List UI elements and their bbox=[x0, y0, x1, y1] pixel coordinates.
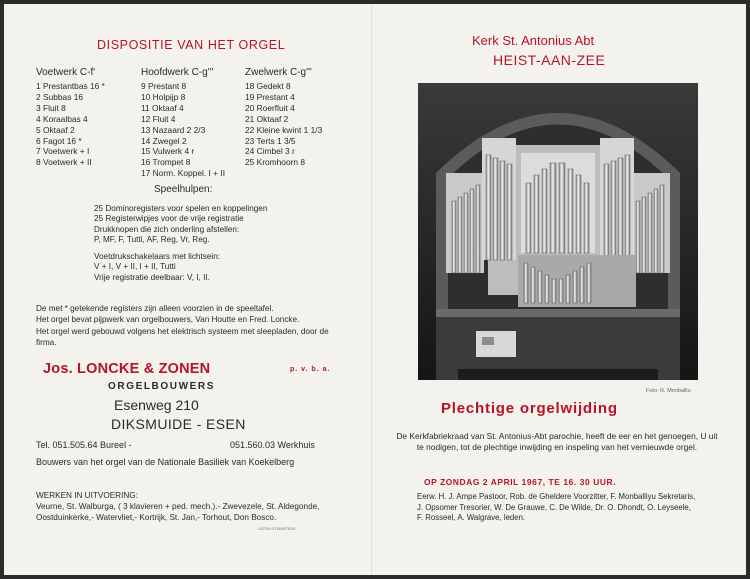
committee-name: W. De Grauwe, bbox=[494, 502, 548, 512]
register-item: 1 Prestantbas 16 * bbox=[36, 81, 105, 91]
register-item: 21 Oktaaf 2 bbox=[245, 113, 289, 124]
committee-name: Dr. O. Dhondt, bbox=[595, 502, 645, 512]
register-item: 9 Prestant 8 bbox=[141, 81, 187, 91]
speelhulp-line: Drukknopen die zich onderling afstellen: bbox=[94, 224, 240, 234]
werken-line: Veurne, St. Walburga, ( 3 klavieren + ped. mech.).- Zwevezele, St. Aldegonde, bbox=[36, 502, 320, 511]
town-name: HEIST-AAN-ZEE bbox=[493, 52, 606, 68]
hoofdwerk-heading: Hoofdwerk C-g''' bbox=[141, 67, 214, 78]
note: Het orgel bevat pijpwerk van orgelbouwers, Van Houtte en Fred. Loncke. bbox=[36, 315, 300, 325]
register-item: 14 Zwegel 2 bbox=[141, 135, 187, 146]
speelhulp-line: 25 Registerwipjes voor de vrije registratie bbox=[94, 214, 244, 224]
speelhulpen-heading: Speelhulpen: bbox=[154, 184, 213, 195]
event-date: OP ZONDAG 2 APRIL 1967, TE 16. 30 UUR. bbox=[424, 477, 617, 487]
committee-name: O. Leyseele, bbox=[647, 502, 691, 512]
note: Het orgel werd gebouwd volgens het elektrisch systeem met sleepladen, door de firma. bbox=[36, 327, 329, 347]
register-item: 6 Fagot 16 * bbox=[36, 135, 82, 146]
voetwerk-heading: Voetwerk C-f' bbox=[36, 67, 96, 78]
committee-name: Eerw. H. J. Ampe Pastoor, bbox=[417, 492, 508, 501]
speelhulpen-block bbox=[94, 204, 267, 245]
committee-name: Rob. de Gheldere Voorzitter, bbox=[509, 492, 609, 501]
photo-credit: Foto: R. Monballiu bbox=[646, 388, 691, 394]
register-item: 5 Oktaaf 2 bbox=[36, 124, 75, 135]
werken-line: Oostduinkerke,- Watervliet,- Kortrijk, St. Jan,- Torhout, Don Bosco. bbox=[36, 512, 277, 522]
church-name: Kerk St. Antonius Abt bbox=[472, 33, 595, 48]
register-item: 2 Subbas 16 bbox=[36, 91, 84, 102]
note: De met * getekende registers zijn alleen voorzien in de speeltafel. bbox=[36, 304, 274, 313]
tel-office: Tel. 051.505.64 Bureel - bbox=[36, 440, 132, 450]
hoofdwerk-column bbox=[141, 66, 225, 179]
register-item: 16 Trompet 8 bbox=[141, 157, 191, 168]
register-item: 19 Prestant 4 bbox=[245, 91, 295, 102]
register-item: 15 Vulwerk 4 r bbox=[141, 146, 195, 157]
committee-name: J. Opsomer Tresorier, bbox=[417, 502, 492, 512]
zwelwerk-heading: Zwelwerk C-g''' bbox=[245, 67, 312, 78]
voetwerk-column bbox=[36, 66, 105, 168]
firm-name: Jos. LONCKE & ZONEN bbox=[43, 361, 211, 377]
register-item: 8 Voetwerk + II bbox=[36, 157, 92, 168]
speelhulp-line: V + I, V + II, I + II, Tutti bbox=[94, 262, 176, 272]
firm-city: DIKSMUIDE - ESEN bbox=[111, 416, 246, 432]
register-item: 13 Nazaard 2 2/3 bbox=[141, 124, 206, 135]
speelhulp-line: Voetdrukschakelaars met lichtsein: bbox=[94, 252, 221, 261]
committee-name: A. Walgrave, leden. bbox=[457, 513, 526, 522]
register-item: 25 Kromhoorn 8 bbox=[245, 157, 306, 168]
register-item: 12 Fluit 4 bbox=[141, 113, 176, 124]
speelhulp-line: 25 Dominoregisters voor spelen en koppelingen bbox=[94, 204, 268, 213]
werken-heading: WERKEN IN UITVOERING: bbox=[36, 491, 138, 500]
orgelbouwers-label: ORGELBOUWERS bbox=[108, 381, 215, 392]
center-fold bbox=[371, 4, 373, 575]
voetdruk-block bbox=[94, 252, 220, 283]
bouwers-line: Bouwers van het orgel van de Nationale Basiliek van Koekelberg bbox=[36, 457, 295, 467]
committee-name: C. De Wilde, bbox=[549, 502, 593, 512]
register-item: 20 Roerfluit 4 bbox=[245, 102, 295, 113]
tel-workshop: 051.560.03 Werkhuis bbox=[230, 440, 315, 450]
register-item: 11 Oktaaf 4 bbox=[141, 102, 184, 113]
register-item: 23 Terts 1 3/5 bbox=[245, 135, 296, 146]
firm-street: Esenweg 210 bbox=[114, 397, 199, 413]
speelhulp-line: Vrije registratie deelbaar: V, I, II. bbox=[94, 272, 210, 282]
organ-photo bbox=[418, 83, 698, 380]
printer-imprint: LATEM ST.MARTENS bbox=[258, 527, 296, 531]
committee-names bbox=[417, 492, 717, 524]
headline: Plechtige orgelwijding bbox=[441, 400, 618, 417]
register-item: 10 Holpijp 8 bbox=[141, 91, 186, 102]
notes-block bbox=[36, 304, 336, 349]
register-item: 4 Koraalbas 4 bbox=[36, 113, 88, 124]
register-item: 3 Fluit 8 bbox=[36, 102, 66, 113]
speelhulp-line: P, MF, F, Tutti, AF, Reg, Vr, Reg. bbox=[94, 234, 210, 244]
register-item: 7 Voetwerk + I bbox=[36, 146, 90, 157]
firm-legal-suffix: p. v. b. a. bbox=[290, 366, 331, 373]
werken-list bbox=[36, 502, 319, 523]
register-item: 22 Kleine kwint 1 1/3 bbox=[245, 124, 323, 135]
invitation-paragraph: De Kerkfabriekraad van St. Antonius-Abt parochie, heeft de eer en het genoegen, U uit te nodigen, tot de plechtige inwijding en inspeling van het vernieuwde orgel. bbox=[396, 431, 718, 452]
committee-name: F. Rosseel, bbox=[417, 513, 456, 522]
register-item: 24 Cimbel 3 r bbox=[245, 146, 295, 157]
organ-image bbox=[418, 83, 698, 380]
register-item: 18 Gedekt 8 bbox=[245, 81, 291, 91]
register-item: 17 Norm. Koppel. I + II bbox=[141, 168, 226, 179]
committee-name: F. Monballiyu Sekretaris, bbox=[610, 492, 696, 501]
zwelwerk-column bbox=[245, 66, 322, 168]
dispositie-title: DISPOSITIE VAN HET ORGEL bbox=[97, 38, 286, 52]
